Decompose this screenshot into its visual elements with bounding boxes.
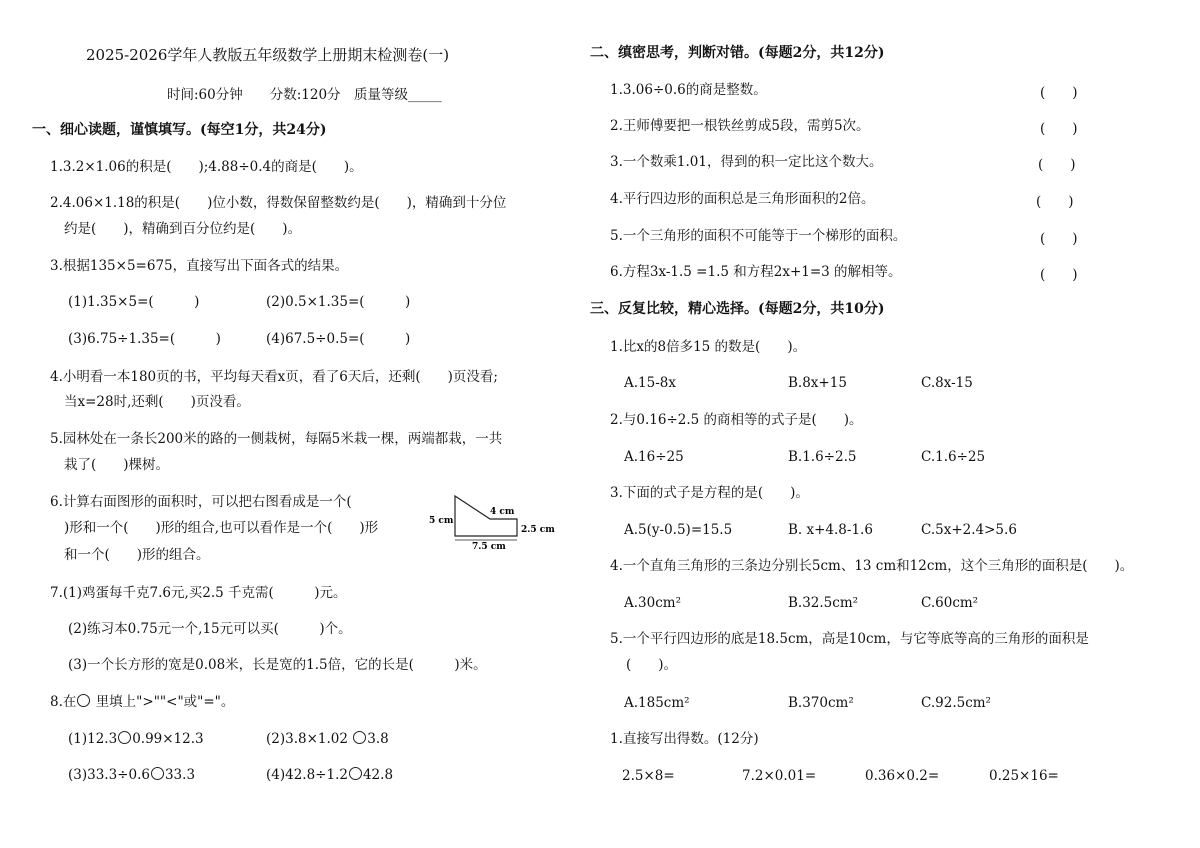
section-2-heading: 二、缜密思考，判断对错。(每题2分，共12分) bbox=[590, 45, 885, 61]
choice-3-option-a[interactable]: A.5(y-0.5)=15.5 bbox=[624, 522, 733, 538]
question-1-6-cont: )形和一个( )形的组合,也可以看作是一个( )形 bbox=[64, 520, 379, 536]
question-1-8-text-rest: 里填上">""<"或"="。 bbox=[95, 694, 235, 710]
judge-item-1: 1.3.06÷0.6的商是整数。 bbox=[610, 82, 767, 98]
question-1-2-cont: 约是( )，精确到百分位约是( )。 bbox=[64, 221, 302, 237]
question-1-6: 6.计算右面图形的面积时，可以把右图看成是一个( bbox=[50, 494, 352, 510]
circle-blank-icon[interactable] bbox=[349, 767, 362, 780]
question-1-7-2: (2)练习本0.75元一个,15元可以买( )个。 bbox=[68, 621, 352, 637]
question-1-5: 5.园林处在一条长200米的路的一侧栽树，每隔5米栽一棵，两端都栽，一共 bbox=[50, 431, 503, 447]
choice-3-option-c[interactable]: C.5x+2.4>5.6 bbox=[921, 522, 1017, 538]
figure-label-left: 5 cm bbox=[429, 516, 454, 526]
circle-blank-icon[interactable] bbox=[151, 767, 164, 780]
choice-4-option-a[interactable]: A.30cm² bbox=[624, 595, 681, 611]
exam-title: 2025-2026学年人教版五年级数学上册期末检测卷(一) bbox=[86, 46, 450, 64]
choice-1-option-a[interactable]: A.15-8x bbox=[624, 375, 676, 391]
judge-answer-3[interactable]: ( ) bbox=[1038, 157, 1076, 173]
choice-3-option-b[interactable]: B. x+4.8-1.6 bbox=[788, 522, 873, 538]
judge-item-4: 4.平行四边形的面积总是三角形面积的2倍。 bbox=[610, 191, 875, 207]
exam-info: 时间:60分钟 分数:120分 质量等级_____ bbox=[167, 87, 442, 103]
q8-3-right: 33.3 bbox=[164, 767, 196, 783]
figure-label-top: 4 cm bbox=[490, 507, 515, 517]
choice-2-option-c[interactable]: C.1.6÷25 bbox=[921, 449, 986, 465]
q8-2-right: 3.8 bbox=[367, 731, 389, 747]
q8-3-left: (3)33.3÷0.6 bbox=[68, 767, 150, 783]
choice-question-5: 5.一个平行四边形的底是18.5cm，高是10cm，与它等底等高的三角形的面积是 bbox=[610, 631, 1089, 647]
circle-blank-icon[interactable] bbox=[353, 731, 366, 744]
question-1-7-1: 7.(1)鸡蛋每千克7.6元,买2.5 千克需( )元。 bbox=[50, 585, 347, 601]
question-1-3: 3.根据135×5=675，直接写出下面各式的结果。 bbox=[50, 258, 349, 274]
question-1-8-4 bbox=[266, 766, 393, 784]
question-1-3-3: (3)6.75÷1.35=( ) bbox=[68, 331, 221, 347]
judge-answer-6[interactable]: ( ) bbox=[1040, 267, 1078, 283]
calc-item-3: 0.36×0.2= bbox=[865, 768, 940, 784]
choice-question-2: 2.与0.16÷2.5 的商相等的式子是( )。 bbox=[610, 412, 863, 428]
section-3-heading: 三、反复比较，精心选择。(每题2分，共10分) bbox=[590, 301, 885, 317]
choice-question-5-cont: ( )。 bbox=[626, 657, 678, 673]
choice-1-option-c[interactable]: C.8x-15 bbox=[921, 375, 973, 391]
q8-1-left: (1)12.3 bbox=[68, 731, 118, 747]
question-1-4: 4.小明看一本180页的书，平均每天看x页，看了6天后，还剩( )页没看; bbox=[50, 369, 498, 385]
choice-4-option-c[interactable]: C.60cm² bbox=[921, 595, 979, 611]
judge-answer-5[interactable]: ( ) bbox=[1040, 231, 1078, 247]
choice-5-option-c[interactable]: C.92.5cm² bbox=[921, 695, 991, 711]
trapezoid-figure bbox=[420, 490, 560, 560]
q8-4-left: (4)42.8÷1.2 bbox=[266, 767, 348, 783]
section-1-heading: 一、细心读题，谨慎填写。(每空1分，共24分) bbox=[32, 122, 327, 138]
choice-5-option-b[interactable]: B.370cm² bbox=[788, 695, 854, 711]
calc-item-4: 0.25×16= bbox=[989, 768, 1059, 784]
choice-question-4: 4.一个直角三角形的三条边分别长5cm、13 cm和12cm，这个三角形的面积是( )。 bbox=[610, 558, 1134, 574]
question-1-8-1 bbox=[68, 730, 204, 748]
choice-1-option-b[interactable]: B.8x+15 bbox=[788, 375, 847, 391]
circle-blank-icon[interactable] bbox=[118, 731, 131, 744]
judge-answer-4[interactable]: ( ) bbox=[1036, 194, 1074, 210]
question-1-8 bbox=[50, 693, 234, 711]
question-1-8-2 bbox=[266, 730, 389, 748]
question-1-2: 2.4.06×1.18的积是( )位小数，得数保留整数约是( )，精确到十分位 bbox=[50, 195, 507, 211]
q8-4-right: 42.8 bbox=[362, 767, 394, 783]
choice-2-option-b[interactable]: B.1.6÷2.5 bbox=[788, 449, 857, 465]
question-1-7-3: (3)一个长方形的宽是0.08米，长是宽的1.5倍，它的长是( )米。 bbox=[68, 657, 487, 673]
question-1-3-1: (1)1.35×5=( ) bbox=[68, 294, 200, 310]
question-1-4-cont: 当x=28时,还剩( )页没看。 bbox=[64, 394, 250, 410]
question-1-1: 1.3.2×1.06的积是( );4.88÷0.4的商是( )。 bbox=[50, 159, 363, 175]
judge-answer-2[interactable]: ( ) bbox=[1040, 121, 1078, 137]
choice-5-option-a[interactable]: A.185cm² bbox=[624, 695, 690, 711]
question-1-3-2: (2)0.5×1.35=( ) bbox=[266, 294, 411, 310]
question-1-3-4: (4)67.5÷0.5=( ) bbox=[266, 331, 411, 347]
judge-item-5: 5.一个三角形的面积不可能等于一个梯形的面积。 bbox=[610, 228, 907, 244]
question-1-8-text: 8.在 bbox=[50, 694, 77, 710]
judge-item-2: 2.王师傅要把一根铁丝剪成5段，需剪5次。 bbox=[610, 118, 870, 134]
question-1-8-3 bbox=[68, 766, 195, 784]
q8-2-left: (2)3.8×1.02 bbox=[266, 731, 353, 747]
choice-question-1: 1.比x的8倍多15 的数是( )。 bbox=[610, 339, 807, 355]
choice-4-option-b[interactable]: B.32.5cm² bbox=[788, 595, 859, 611]
question-1-5-cont: 栽了( )棵树。 bbox=[64, 457, 170, 473]
choice-question-3: 3.下面的式子是方程的是( )。 bbox=[610, 485, 809, 501]
q8-1-right: 0.99×12.3 bbox=[132, 731, 204, 747]
calc-item-1: 2.5×8= bbox=[622, 768, 675, 784]
figure-label-right: 2.5 cm bbox=[521, 525, 555, 535]
judge-item-6: 6.方程3x-1.5 =1.5 和方程2x+1=3 的解相等。 bbox=[610, 264, 902, 280]
judge-item-3: 3.一个数乘1.01，得到的积一定比这个数大。 bbox=[610, 154, 883, 170]
question-1-6-cont2: 和一个( )形的组合。 bbox=[64, 547, 210, 563]
circle-blank-icon bbox=[77, 694, 90, 707]
figure-label-bottom: 7.5 cm bbox=[472, 542, 506, 552]
choice-2-option-a[interactable]: A.16÷25 bbox=[624, 449, 684, 465]
judge-answer-1[interactable]: ( ) bbox=[1040, 85, 1078, 101]
calc-item-2: 7.2×0.01= bbox=[742, 768, 817, 784]
section-4-heading: 1.直接写出得数。(12分) bbox=[610, 731, 759, 747]
